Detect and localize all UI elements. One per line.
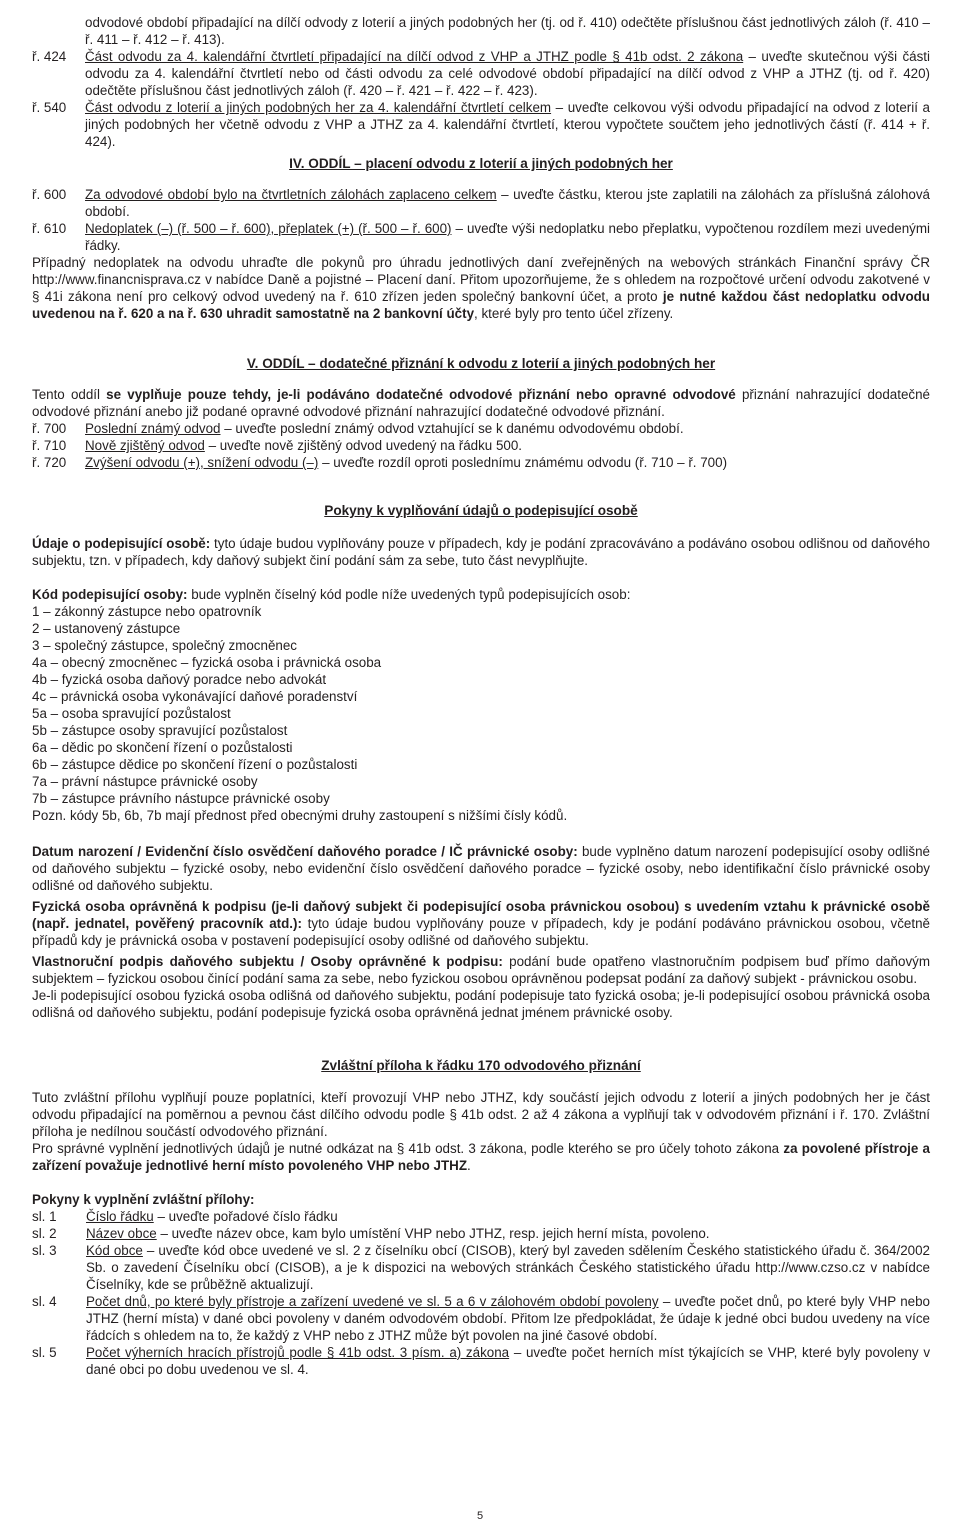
birth-date-label: Datum narození / Evidenční číslo osvědčení daňového poradce / IČ právnické osoby:: [32, 844, 578, 859]
row-code: ř. 540: [32, 100, 67, 115]
column-1: [32, 1208, 930, 1225]
row-title: Poslední známý odvod: [85, 421, 221, 436]
payment-paragraph: [32, 254, 930, 322]
top-continuation: odvodové období připadající na dílčí odvody z loterií a jiných podobných her (tj. od ř. 410) odečtěte příslušnou část jednotlivých záloh (ř. 410 – ř. 411 – ř. 412 – ř. 413).: [85, 15, 930, 47]
signing-heading: Pokyny k vyplňování údajů o podepisující osobě: [324, 503, 638, 518]
row-text: – uveďte skutečnou výši části odvodu za 4. kalendářní čtvrtletí nebo od části odvodu za celé odvodové období připadající na dílčí odvod z VHP a JTHZ (tj. od ř. 420) odečtěte příslušnou část jednotlivých záloh (ř. 420 – ř. 421 – ř. 422 – ř. 423).: [85, 49, 930, 98]
attachment-text: Pro správné vyplnění jednotlivých údajů je nutné odkázat na § 41b odst. 3 zákona, podle kterého se pro účely tohoto zákona: [32, 1141, 784, 1156]
row-code: ř. 710: [32, 438, 67, 453]
payment-text: Případný nedoplatek na odvodu uhraďte dle pokynů pro úhradu jednotlivých daní zveřejněných na webových stránkách Finanční správy ČR http://www.financnisprava.cz v nabídce Daně a pojistné – Placení daní. Přitom upozorňujeme, že s ohledem na rozpočtové určení odvodu zakotvené v § 41i zákona není pro celkový odvod uvedený na ř. 610 zřízen jeden společný bankovní účet, a proto: [32, 255, 930, 304]
column-code: sl. 1: [32, 1209, 57, 1224]
column-code: sl. 5: [32, 1345, 57, 1360]
column-code: sl. 3: [32, 1243, 57, 1258]
row-code: ř. 600: [32, 187, 67, 202]
attachment-end-text: .: [467, 1158, 471, 1173]
section-5-intro: [32, 386, 930, 420]
row-text: – uveďte nově zjištěný odvod uvedený na řádku 500.: [204, 438, 523, 453]
section-4-heading: IV. ODDÍL – placení odvodu z loterií a jiných podobných her: [289, 156, 673, 171]
row-text: – uveďte rozdíl oproti poslednímu známému odvodu (ř. 710 – ř. 700): [318, 455, 728, 470]
row-code: ř. 720: [32, 455, 67, 470]
intro-bold-text: se vyplňuje pouze tehdy, je-li podáváno dodatečné odvodové přiznání nebo opravné odvodové: [106, 387, 736, 402]
attachment-paragraph-1: Tuto zvláštní přílohu vyplňují pouze poplatníci, kteří provozují VHP nebo JTHZ, kdy součástí jejich odvodu z loterií a jiných podobných her je část odvodu připadající na poměrnou a pevnou část dílčího odvodu podle § 41b odst. 2 až 4 zákona a vyplňují tak v odvodovém přiznání i ř. 170. Zvláštní příloha je nedílnou součástí odvodového přiznání.: [32, 1090, 930, 1139]
row-title: Nově zjištěný odvod: [85, 438, 205, 453]
row-code: ř. 424: [32, 49, 67, 64]
row-title: Zvýšení odvodu (+), snížení odvodu (–): [85, 455, 319, 470]
signer-code-item: 7b – zástupce právního nástupce právnické osoby: [32, 791, 330, 806]
row-600: [32, 186, 930, 220]
row-424: [32, 48, 930, 99]
row-code: ř. 610: [32, 221, 67, 236]
signer-code-item: 2 – ustanovený zástupce: [32, 621, 181, 636]
signer-code-item: 1 – zákonný zástupce nebo opatrovník: [32, 604, 262, 619]
signer-code-item: 4b – fyzická osoba daňový poradce nebo advokát: [32, 672, 327, 687]
signer-code-note: Pozn. kódy 5b, 6b, 7b mají přednost před obecnými druhy zastoupení s nižšími čísly kódů.: [32, 808, 568, 823]
intro-text-end: přiznání nahrazující dodatečné odvodové přiznání anebo již podané opravné odvodové přiznání nahrazující dodatečné odvodové přiznání.: [32, 387, 931, 419]
column-text: – uveďte pořadové číslo řádku: [153, 1209, 338, 1224]
signer-code-item: 4c – právnická osoba vykonávající daňové poradenství: [32, 689, 358, 704]
row-text: – uveďte celkovou výši odvodu připadající na odvod z loterií a jiných podobných her včetně odvodu z VHP a JTHZ za 4. kalendářní čtvrtletí, kterou vypočtete součtem jeho jednotlivých částí (ř. 414 + ř. 424).: [85, 100, 930, 149]
signer-code-label: Kód podepisující osoby:: [32, 587, 188, 602]
section-5-heading: V. ODDÍL – dodatečné přiznání k odvodu z loterií a jiných podobných her: [246, 356, 716, 371]
attachment-bold-text: za povolené přístroje a zařízení považuje jednotlivé herní místo povoleného VHP nebo JTHZ: [32, 1141, 931, 1173]
authorized-person-label: Fyzická osoba oprávněná k podpisu (je-li daňový subjekt či podepisující osoba právnickou osobou) s uvedením vztahu k právnické osobě (např. jednatel, pověřený pracovník atd.):: [32, 899, 930, 931]
row-text: – uveďte poslední známý odvod vztahující se k danému odvodovému období.: [220, 421, 684, 436]
signing-intro-text: tyto údaje budou vyplňovány pouze v případech, kdy je podání zpracováváno a podáváno osobou odlišnou od daňového subjektu, tzn. v případech, kdy daňový subjekt činí podání sám za sebe, tuto část nevyplňujte.: [32, 536, 930, 568]
column-code: sl. 4: [32, 1294, 57, 1309]
signer-code-item: 6a – dědic po skončení řízení o pozůstalosti: [32, 740, 293, 755]
row-title: Za odvodové období bylo na čtvrtletních zálohách zaplaceno celkem: [85, 187, 497, 202]
column-5: [32, 1344, 930, 1378]
signing-intro: [32, 535, 930, 569]
row-540: [32, 99, 930, 150]
row-title: Část odvodu z loterií a jiných podobných her za 4. kalendářní čtvrtletí celkem: [85, 100, 552, 115]
authorized-person-text: tyto údaje budou vyplňovány pouze v případech, kdy je podání podáváno právnickou osobou, včetně případů kdy je právnická osoba v postavení podepisující osoby odlišné od daňového subjektu.: [32, 916, 930, 948]
signer-code-item: 5a – osoba spravující pozůstalost: [32, 706, 231, 721]
column-text: – uveďte kód obce uvedené ve sl. 2 z číselníku obcí (CISOB), který byl zaveden sdělením Českého statistického úřadu č. 364/2002 Sb. o zavedení Číselníku obcí (CISOB), a je k dispozici na webových stránkách Českého statistického úřadu http://www.czso.cz v nabídce Číselníky, kde se průběžně aktualizují.: [86, 1243, 930, 1292]
row-text: – uveďte výši nedoplatku nebo přeplatku, vypočtenou rozdílem mezi uvedenými řádky.: [85, 221, 930, 253]
column-2: [32, 1225, 930, 1242]
attachment-instructions-title: Pokyny k vyplnění zvláštní přílohy:: [32, 1192, 255, 1207]
attachment-paragraph-2: [32, 1140, 930, 1174]
column-text: – uveďte název obce, kam bylo umístění VHP nebo JTHZ, resp. jejich herní místa, povoleno.: [156, 1226, 710, 1241]
signing-intro-label: Údaje o podepisující osobě:: [32, 536, 211, 551]
column-title: Počet výherních hracích přístrojů podle § 41b odst. 3 písm. a) zákona: [86, 1345, 510, 1360]
signer-code-item: 5b – zástupce osoby spravující pozůstalost: [32, 723, 288, 738]
row-610: [32, 220, 930, 254]
signer-code-item: 3 – společný zástupce, společný zmocněnec: [32, 638, 297, 653]
birth-date-paragraph: [32, 843, 930, 894]
intro-text: Tento oddíl: [32, 387, 107, 402]
column-code: sl. 2: [32, 1226, 57, 1241]
column-title: Číslo řádku: [86, 1209, 154, 1224]
payment-end-text: , které byly pro tento účel zřízeny.: [474, 306, 674, 321]
column-title: Kód obce: [86, 1243, 143, 1258]
payment-bold-text: je nutné každou část nedoplatku odvodu uvedenou na ř. 620 a na ř. 630 uhradit samostatně na 2 bankovní účty: [32, 289, 930, 321]
row-700: [32, 420, 930, 437]
signer-code-intro: [32, 586, 930, 603]
row-title: Část odvodu za 4. kalendářní čtvrtletí připadající na dílčí odvod z VHP a JTHZ podle § 41b odst. 2 zákona: [85, 49, 744, 64]
column-text: – uveďte počet dnů, po které byly VHP nebo JTHZ (herní místa) v dané obci povoleny v daném odvodovém období. Přitom lze předpokládat, že údaje k jedné obci budou uvedeny na více řádcích s ohledem na to, že každý z VHP nebo z JTHZ může být povolen na jiné časové období.: [86, 1294, 931, 1343]
signature-label: Vlastnoruční podpis daňového subjektu / Osoby oprávněné k podpisu:: [32, 954, 503, 969]
birth-date-text: bude vyplněno datum narození podepisující osoby odlišné od daňového subjektu – fyzické osoby, nebo evidenční číslo osvědčení daňového poradce – fyzické osoby, nebo identifikační číslo právnické osoby odlišné od daňového subjektu.: [32, 844, 930, 893]
page-number: 5: [476, 1510, 484, 1522]
column-text: – uveďte počet herních míst týkajících se VHP, které byly povoleny v dané obci po dobu uvedenou ve sl. 4.: [86, 1345, 931, 1377]
signer-rule-paragraph: Je-li podepisující osobou fyzická osoba odlišná od daňového subjektu, podání podepisuje tato fyzická osoba; je-li podepisující osobou právnická osoba odlišná od daňového subjektu, podání podepisuje fyzická osoba oprávněná jednat jménem právnické osoby.: [32, 988, 930, 1020]
signer-code-item: 4a – obecný zmocněnec – fyzická osoba i právnická osoba: [32, 655, 382, 670]
row-title: Nedoplatek (–) (ř. 500 – ř. 600), přeplatek (+) (ř. 500 – ř. 600): [85, 221, 452, 236]
row-code: ř. 700: [32, 421, 67, 436]
authorized-person-paragraph: [32, 898, 930, 949]
attachment-heading: Zvláštní příloha k řádku 170 odvodového přiznání: [321, 1058, 641, 1073]
signer-code-text: bude vyplněn číselný kód podle níže uvedených typů podepisujících osob:: [187, 587, 631, 602]
column-title: Název obce: [86, 1226, 157, 1241]
column-4: [32, 1293, 930, 1344]
signature-paragraph: [32, 953, 930, 987]
column-3: [32, 1242, 930, 1293]
document-content: [32, 14, 930, 1378]
column-title: Počet dnů, po které byly přístroje a zařízení uvedené ve sl. 5 a 6 v zálohovém období povoleny: [86, 1294, 659, 1309]
row-text: – uveďte částku, kterou jste zaplatili na zálohách za příslušná zálohová období.: [85, 187, 930, 219]
signer-code-item: 7a – právní nástupce právnické osoby: [32, 774, 258, 789]
row-720: [32, 454, 930, 471]
signature-text: podání bude opatřeno vlastnoručním podpisem buď přímo daňovým subjektem – fyzickou osobou činící podání sama za sebe, nebo fyzickou osobou oprávněnou podepsat podání za daňový subjekt - právnickou osobu.: [32, 954, 930, 986]
row-710: [32, 437, 930, 454]
signer-code-item: 6b – zástupce dědice po skončení řízení o pozůstalosti: [32, 757, 358, 772]
